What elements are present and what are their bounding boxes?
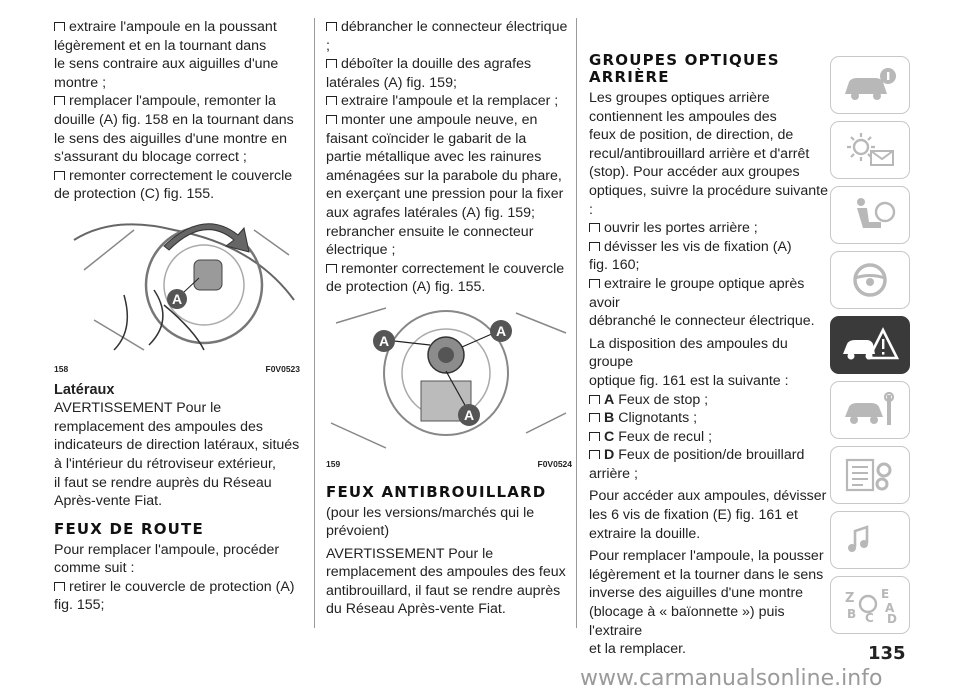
text-line xyxy=(589,372,829,391)
instruction-line xyxy=(589,219,829,238)
instruction-line xyxy=(589,238,829,257)
page-number: 135 xyxy=(868,643,906,664)
text-line-text: remplacement des ampoules des xyxy=(54,418,263,435)
svg-text:C: C xyxy=(865,611,874,624)
text-line xyxy=(54,436,300,455)
text-line-text: et la remplacer. xyxy=(589,641,686,658)
car-warning-icon xyxy=(841,326,899,364)
bullet-icon xyxy=(589,432,600,441)
text-line xyxy=(326,563,572,582)
instruction-line-text: rebrancher ensuite le connecteur xyxy=(326,223,534,240)
figure-159 xyxy=(326,303,572,474)
text-line xyxy=(54,474,300,493)
car-info-icon xyxy=(841,66,899,104)
ampoule-key: C xyxy=(604,428,615,445)
groupes-optiques-steps xyxy=(589,219,829,331)
text-line-text: recul/antibrouillard arrière et d'arrêt xyxy=(589,145,810,162)
instruction-line xyxy=(326,204,572,223)
instruction-line xyxy=(54,596,300,615)
instruction-line xyxy=(54,167,300,186)
fig158-label-a: A xyxy=(171,290,183,307)
fig159-number: 159 xyxy=(326,458,341,469)
instruction-line xyxy=(326,92,572,111)
text-line xyxy=(326,600,572,619)
svg-text:E: E xyxy=(881,587,890,601)
text-line-text: extraire la douille. xyxy=(589,525,701,542)
text-line-text: optique fig. 161 est la suivante : xyxy=(589,372,789,389)
bullet-icon xyxy=(326,115,337,124)
instruction-line xyxy=(326,241,572,260)
ampoule-item xyxy=(589,446,829,465)
lateraux-warning xyxy=(54,399,300,511)
svg-text:Z: Z xyxy=(845,591,855,606)
instruction-line-text: extraire le groupe optique après avoir xyxy=(589,275,805,311)
instruction-line-text: douille (A) fig. 158 en la tournant dans xyxy=(54,111,294,128)
seat-airbag-icon xyxy=(841,196,899,234)
bullet-icon xyxy=(589,395,600,404)
instruction-line-text: montre ; xyxy=(54,74,107,91)
ampoule-item xyxy=(589,428,829,447)
instruction-line xyxy=(326,185,572,204)
car-wrench-icon xyxy=(841,391,899,429)
instruction-line-text: faisant coïncider le gabarit de la xyxy=(326,130,527,147)
bullet-icon xyxy=(589,242,600,251)
text-line xyxy=(54,455,300,474)
instruction-line-text: aménagées sur la parabole du phare, xyxy=(326,167,562,184)
text-line-text: (pour les versions/marchés qui le xyxy=(326,504,535,521)
instruction-line xyxy=(589,256,829,275)
instruction-line-text: en exerçant une pression pour la fixer xyxy=(326,186,564,203)
tab-lights-messages[interactable] xyxy=(830,121,910,179)
fig158-caption xyxy=(54,358,300,379)
text-line xyxy=(326,582,572,601)
tab-technical-data[interactable] xyxy=(830,446,910,504)
instruction-line xyxy=(54,185,300,204)
text-line xyxy=(54,418,300,437)
bullet-icon xyxy=(54,96,65,105)
instruction-line xyxy=(54,92,300,111)
instruction-line-text: extraire l'ampoule en la poussant xyxy=(69,19,277,35)
column-1 xyxy=(54,18,300,615)
feux-antibrouillard-heading: FEUX ANTIBROUILLARD xyxy=(326,482,547,501)
text-line-text: inverse des aiguilles d'une montre xyxy=(589,585,804,602)
text-line-text: du Réseau Après-vente Fiat. xyxy=(326,601,506,618)
ampoule-item xyxy=(589,409,829,428)
chapter-tabs xyxy=(830,56,910,641)
ampoule-key: D xyxy=(604,447,615,464)
svg-text:B: B xyxy=(847,607,857,621)
instruction-line xyxy=(54,55,300,74)
text-line-text: Pour remplacer l'ampoule, la pousser xyxy=(589,548,824,565)
bullet-icon xyxy=(326,96,337,105)
music-nav-icon xyxy=(841,521,899,559)
fig158-code: F0V0523 xyxy=(265,363,300,374)
instruction-line-text: ouvrir les portes arrière ; xyxy=(604,220,758,237)
text-line-text: légèrement et la tourner dans le sens xyxy=(589,566,824,583)
text-line-text: les 6 vis de fixation (E) fig. 161 et xyxy=(589,507,798,524)
instruction-line xyxy=(326,74,572,93)
text-line xyxy=(589,145,829,164)
tab-car-info[interactable] xyxy=(830,56,910,114)
text-line xyxy=(589,182,829,219)
instruction-line-text: électrique ; xyxy=(326,242,396,259)
ampoule-desc: Clignotants ; xyxy=(618,410,698,427)
bullet-icon xyxy=(326,59,337,68)
antibrouillard-versions xyxy=(326,504,572,541)
text-line-text: arrière ; xyxy=(589,465,638,482)
bullet-icon xyxy=(54,171,65,180)
text-line-text: prévoient) xyxy=(326,523,390,540)
instruction-line xyxy=(326,130,572,149)
instruction-line xyxy=(589,275,829,312)
instruction-line-text: s'assurant du blocage correct ; xyxy=(54,149,247,166)
instruction-line xyxy=(326,167,572,186)
text-line xyxy=(589,126,829,145)
bullet-icon xyxy=(326,22,337,31)
instruction-line-text: fig. 160; xyxy=(589,257,640,274)
instruction-line xyxy=(326,260,572,279)
fig159-label-a-bottom: A xyxy=(463,406,475,423)
text-line-text: AVERTISSEMENT Pour le xyxy=(54,400,222,417)
col1-instructions xyxy=(54,18,300,204)
tab-index[interactable] xyxy=(830,576,910,634)
ampoule-desc: Feux de recul ; xyxy=(618,428,713,445)
figure-158 xyxy=(54,210,300,379)
bullet-icon xyxy=(589,223,600,232)
column-2 xyxy=(326,18,572,619)
fig159-code: F0V0524 xyxy=(537,458,572,469)
tab-starting-driving[interactable] xyxy=(830,251,910,309)
text-line-text: Après-vente Fiat. xyxy=(54,493,163,510)
bullet-icon xyxy=(589,279,600,288)
lateraux-heading: Latéraux xyxy=(54,381,115,398)
feux-de-route-text xyxy=(54,541,300,615)
bullet-icon xyxy=(589,450,600,459)
bullet-icon xyxy=(54,582,65,591)
instruction-line-text: le sens des aiguilles d'une montre en xyxy=(54,130,288,147)
instruction-line-text: légèrement et en la tournant dans xyxy=(54,37,267,54)
watermark: www.carmanualsonline.info xyxy=(580,666,883,691)
text-line xyxy=(589,566,829,585)
text-line xyxy=(589,584,829,603)
headlamp-bulb-photo-159 xyxy=(326,303,572,453)
instruction-line xyxy=(54,74,300,93)
tab-safety[interactable] xyxy=(830,186,910,244)
fig159-label-a-right: A xyxy=(495,322,507,339)
text-line-text: antibrouillard, il faut se rendre auprès xyxy=(326,582,561,599)
instruction-line-text: remonter correctement le couvercle xyxy=(69,167,293,184)
instruction-line-text: remplacer l'ampoule, remonter la xyxy=(69,93,276,110)
instruction-line xyxy=(54,37,300,56)
text-line-text: remplacement des ampoules des feux xyxy=(326,564,566,581)
instruction-line-text: extraire l'ampoule et la remplacer ; xyxy=(341,93,559,110)
svg-text:A: A xyxy=(885,601,895,615)
text-line xyxy=(589,465,829,484)
instruction-line xyxy=(54,148,300,167)
list-gears-icon xyxy=(841,456,899,494)
instruction-line-text: débranché le connecteur électrique. xyxy=(589,313,815,330)
instruction-line xyxy=(326,18,572,55)
instruction-line-text: comme suit : xyxy=(54,560,135,577)
headlamp-bulb-photo-158 xyxy=(54,210,300,358)
tab-emergency[interactable] xyxy=(830,316,910,374)
groupes-optiques-heading-line1: GROUPES OPTIQUES xyxy=(589,51,780,69)
ampoule-key: B xyxy=(604,410,615,427)
alphabet-index-icon xyxy=(841,586,899,624)
text-line xyxy=(589,108,829,127)
column-3 xyxy=(589,18,829,659)
instruction-line-text: remonter correctement le couvercle xyxy=(341,260,565,277)
instruction-line-text: de protection (A) fig. 155. xyxy=(326,279,486,296)
fig159-caption xyxy=(326,453,572,474)
instruction-line xyxy=(54,18,300,37)
fig158-number: 158 xyxy=(54,363,69,374)
instruction-line-text: déboîter la douille des agrafes xyxy=(341,56,532,73)
instruction-line-text: dévisser les vis de fixation (A) xyxy=(604,238,792,255)
text-line-text: (stop). Pour accéder aux groupes xyxy=(589,164,800,181)
instruction-line-text: retirer le couvercle de protection (A) xyxy=(69,578,295,595)
groupes-optiques-heading xyxy=(589,52,829,86)
instruction-line xyxy=(54,578,300,597)
text-line xyxy=(326,522,572,541)
text-line xyxy=(589,335,829,372)
text-line-text: à l'intérieur du rétroviseur extérieur, xyxy=(54,455,276,472)
instruction-line-text: Pour remplacer l'ampoule, procéder xyxy=(54,541,280,558)
fig159-label-a-left: A xyxy=(378,332,390,349)
feux-de-route-heading: FEUX DE ROUTE xyxy=(54,519,204,538)
text-line xyxy=(589,163,829,182)
ampoule-desc: Feux de position/de brouillard xyxy=(618,447,805,464)
text-line-text: feux de position, de direction, de xyxy=(589,127,794,144)
instruction-line xyxy=(326,55,572,74)
instruction-line-text: fig. 155; xyxy=(54,597,105,614)
ampoule-item xyxy=(589,391,829,410)
antibrouillard-warning xyxy=(326,545,572,619)
disposition-text xyxy=(589,335,829,391)
replace-text xyxy=(589,547,829,659)
column-divider-2 xyxy=(576,18,577,628)
text-line xyxy=(589,547,829,566)
text-line-text: (blocage à « baïonnette ») puis l'extraire xyxy=(589,604,785,639)
tab-multimedia[interactable] xyxy=(830,511,910,569)
instruction-line xyxy=(326,223,572,242)
instruction-line-text: le sens contraire aux aiguilles d'une xyxy=(54,56,279,73)
col2-instructions xyxy=(326,18,572,297)
text-line-text: Les groupes optiques arrière xyxy=(589,90,770,106)
text-line xyxy=(54,492,300,511)
groupes-optiques-intro xyxy=(589,89,829,219)
text-line xyxy=(589,89,829,108)
tab-maintenance[interactable] xyxy=(830,381,910,439)
bullet-icon xyxy=(589,413,600,422)
instruction-line xyxy=(326,278,572,297)
ampoule-key: A xyxy=(604,391,615,408)
text-line-text: La disposition des ampoules du groupe xyxy=(589,335,788,371)
instruction-line xyxy=(589,312,829,331)
text-line-text: indicateurs de direction latéraux, situés xyxy=(54,437,300,454)
instruction-line-text: latérales (A) fig. 159; xyxy=(326,74,457,91)
text-line xyxy=(589,525,829,544)
instruction-line xyxy=(326,148,572,167)
instruction-line xyxy=(54,559,300,578)
instruction-line-text: débrancher le connecteur électrique ; xyxy=(326,19,568,54)
instruction-line-text: monter une ampoule neuve, en xyxy=(341,111,538,128)
bullet-icon xyxy=(54,22,65,31)
instruction-line-text: partie métallique avec les rainures xyxy=(326,149,542,166)
text-line xyxy=(589,603,829,640)
text-line-text: optiques, suivre la procédure suivante : xyxy=(589,182,828,218)
sun-envelope-icon xyxy=(841,131,899,169)
instruction-line xyxy=(54,541,300,560)
svg-text:D: D xyxy=(887,612,897,624)
text-line xyxy=(589,487,829,506)
steering-wheel-icon xyxy=(841,261,899,299)
text-line xyxy=(589,506,829,525)
instruction-line xyxy=(54,130,300,149)
bullet-icon xyxy=(326,264,337,273)
column-divider-1 xyxy=(314,18,315,628)
text-line-text: AVERTISSEMENT Pour le xyxy=(326,545,494,562)
ampoules-list xyxy=(589,391,829,484)
instruction-line xyxy=(54,111,300,130)
instruction-line xyxy=(326,111,572,130)
text-line-text: Pour accéder aux ampoules, dévisser xyxy=(589,488,827,505)
access-text xyxy=(589,487,829,543)
text-line-text: contiennent les ampoules des xyxy=(589,108,777,125)
groupes-optiques-heading-line2: ARRIÈRE xyxy=(589,68,670,86)
instruction-line-text: de protection (C) fig. 155. xyxy=(54,186,215,203)
text-line xyxy=(326,545,572,564)
text-line xyxy=(589,640,829,659)
instruction-line-text: aux agrafes latérales (A) fig. 159; xyxy=(326,204,535,221)
ampoule-desc: Feux de stop ; xyxy=(618,391,709,408)
text-line-text: il faut se rendre auprès du Réseau xyxy=(54,474,272,491)
text-line xyxy=(54,399,300,418)
text-line xyxy=(326,504,572,523)
